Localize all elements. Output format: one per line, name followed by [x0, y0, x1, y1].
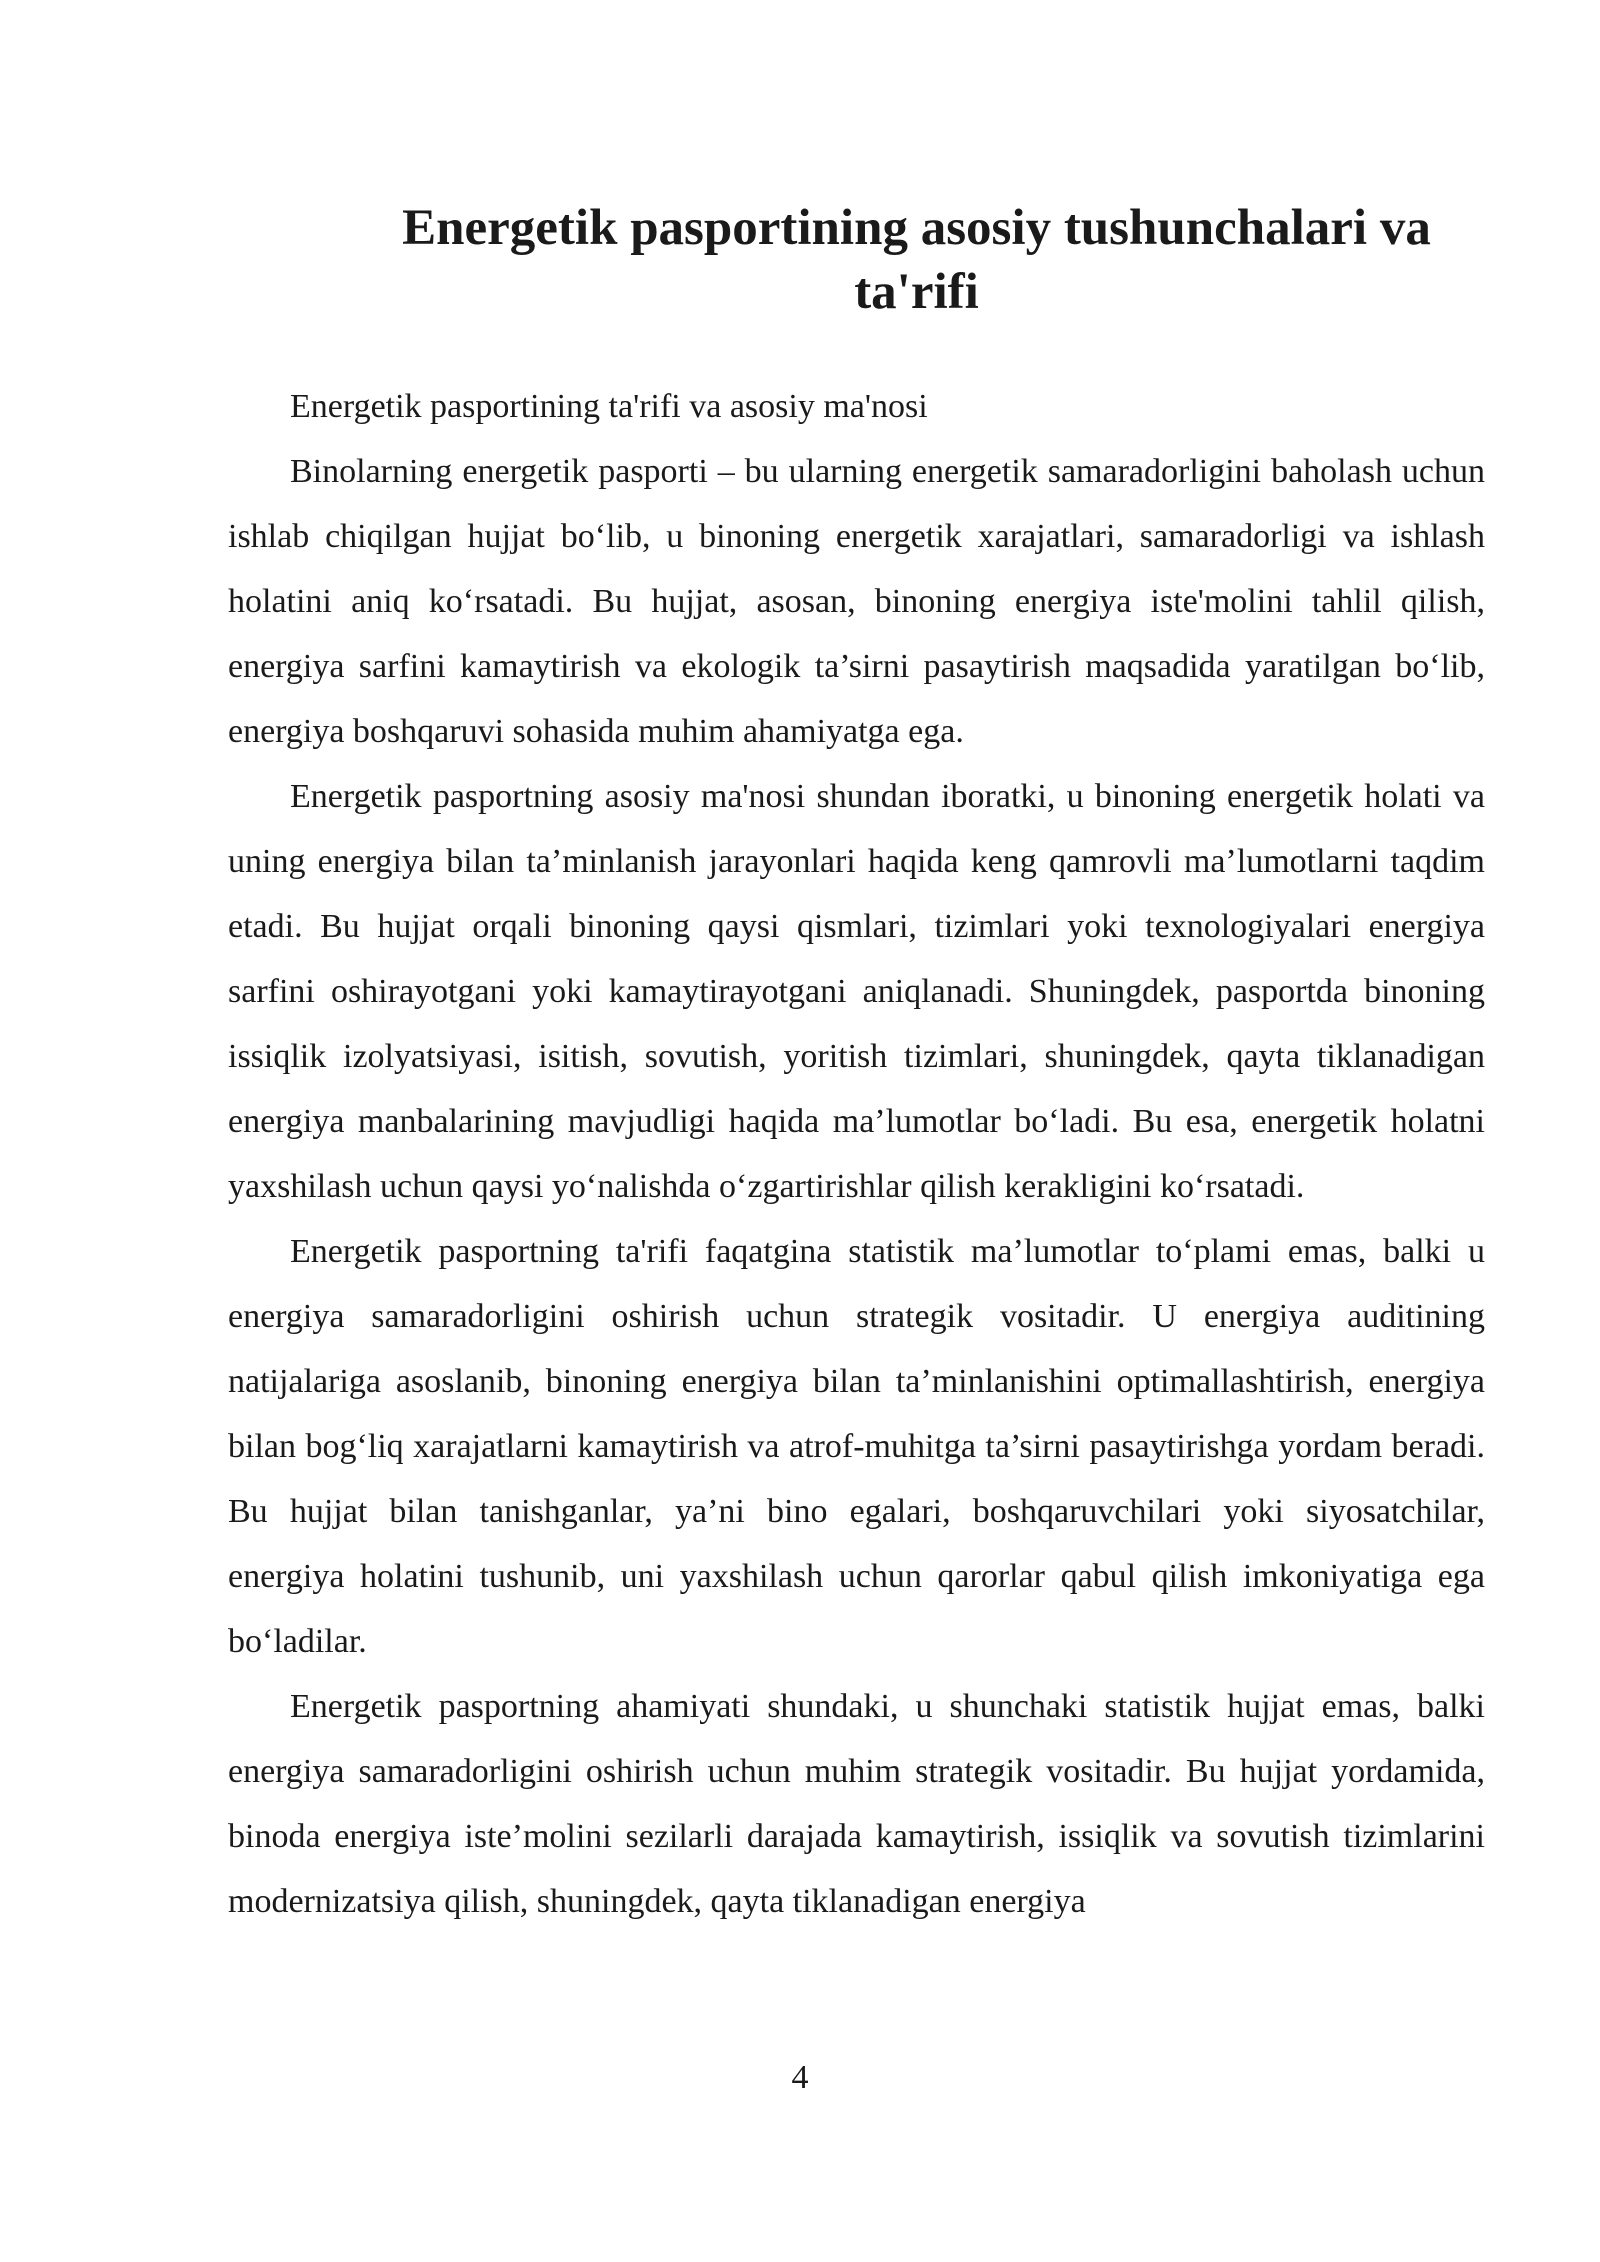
paragraph-4: Energetik pasportning ahamiyati shundaki, u shunchaki statistik hujjat emas, balki energiya samaradorligini oshirish uchun muhim strategik vositadir. Bu hujjat yordamida, binoda energiya iste’molini sezilarli darajada kamaytirish, issiqlik va sovutish tizimlarini modernizatsiya qilish, shuningdek, qayta tiklanadigan energiya	[228, 1688, 1485, 1920]
document-page	[228, 196, 1485, 1934]
paragraph-2: Energetik pasportning asosiy ma'nosi shundan iboratki, u binoning energetik holati va uning energiya bilan ta’minlanish jarayonlari haqida keng qamrovli ma’lumotlarni taqdim etadi. Bu hujjat orqali binoning qaysi qismlari, tizimlari yoki texnologiyalari energiya sarfini oshirayotgani yoki kamaytirayotgani aniqlanadi. Shuningdek, pasportda binoning issiqlik izolyatsiyasi, isitish, sovutish, yoritish tizimlari, shuningdek, qayta tiklanadigan energiya manbalarining mavjudligi haqida ma’lumotlar bo‘ladi. Bu esa, energetik holatni yaxshilash uchun qaysi yo‘nalishda o‘zgartirishlar qilish kerakligini ko‘rsatadi.	[228, 778, 1485, 1205]
paragraph-1: Binolarning energetik pasporti – bu ularning energetik samaradorligini baholash uchun ishlab chiqilgan hujjat bo‘lib, u binoning energetik xarajatlari, samaradorligi va ishlash holatini aniq ko‘rsatadi. Bu hujjat, asosan, binoning energiya iste'molini tahlil qilish, energiya sarfini kamaytirish va ekologik ta’sirni pasaytirish maqsadida yaratilgan bo‘lib, energiya boshqaruvi sohasida muhim ahamiyatga ega.	[228, 453, 1485, 750]
page-title: Energetik pasportining asosiy tushunchalari va ta'rifi	[402, 200, 1431, 320]
section-subtitle: Energetik pasportining ta'rifi va asosiy ma'nosi	[290, 388, 928, 425]
paragraph-3: Energetik pasportning ta'rifi faqatgina statistik ma’lumotlar to‘plami emas, balki u energiya samaradorligini oshirish uchun strategik vositadir. U energiya auditining natijalariga asoslanib, binoning energiya bilan ta’minlanishini optimallashtirish, energiya bilan bog‘liq xarajatlarni kamaytirish va atrof-muhitga ta’sirni pasaytirishga yordam beradi. Bu hujjat bilan tanishganlar, ya’ni bino egalari, boshqaruvchilari yoki siyosatchilar, energiya holatini tushunib, uni yaxshilash uchun qarorlar qabul qilish imkoniyatiga ega bo‘ladilar.	[228, 1233, 1485, 1660]
page-number: 4	[791, 2059, 809, 2096]
